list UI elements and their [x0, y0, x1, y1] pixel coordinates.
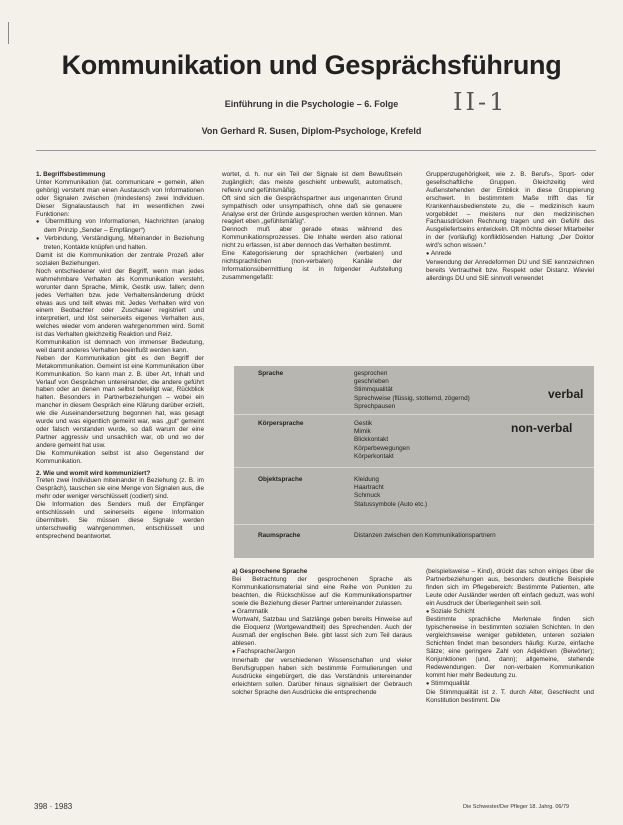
row-item: Körperkontakt: [354, 452, 394, 460]
communication-channels-table: [234, 366, 594, 558]
row-items: [354, 370, 470, 411]
journal-citation: Die Schwester/Der Pfleger 18. Jahrg. 06/79: [463, 804, 570, 810]
paragraph: Eine Kategorisierung der sprachlichen (verbalen) und nichtsprachlichen (non-verbalen) Kanäle der Informationsübermittlung ist in folgender Aufstellung zusammengefaßt:: [222, 250, 402, 281]
row-item: Körperbewegungen: [354, 444, 410, 452]
paragraph: Neben der Kommunikation gibt es den Begriff der Metakommunikation. Gemeint ist eine Kommunikation über Kommunikation. So kann man z. B. über Art, Inhalt und Verlauf von Gesprächen untereinander, die andere geführt haben oder an denen man selbst beteiligt war, Rückblick halten. Besonders in Partnerbeziehungen – wobei ein mancher in diesem Gespräch eine Klärung darüber erzielt, wie die Auseinandersetzung begonnen hat, was gesagt wurde und was eigentlich gemeint war, was „gut“ gemeint oder falsch verstanden wurde, so daß warum der eine Partner aggressiv und unsachlich war, ob und wo der andere gemeint hat usw.: [36, 354, 204, 449]
row-item: Stimmqualität: [354, 386, 393, 394]
row-label: Sprache: [258, 370, 284, 377]
bullet-item: ● Anrede: [426, 250, 594, 259]
page-number: 398 · 1983: [34, 802, 73, 811]
row-item: Mimik: [354, 428, 371, 436]
column-2-top: [222, 171, 402, 282]
bullet-item: ● Stimmqualität: [426, 680, 594, 689]
row-label: Objektsprache: [258, 476, 303, 483]
paragraph: Innerhalb der verschiedenen Wissenschaften und vieler Berufsgruppen haben sich bestimmte Formulierungen und Ausdrücke eingebürgert, die das Verständnis untereinander erleichtern sollen. Darüber hinaus signalisiert der Gebrauch solcher Sprache den Ausdrücke die entsprechende: [232, 656, 412, 696]
section-heading-1: 1. Begriffsbestimmung: [36, 171, 106, 178]
author-byline: Von Gerhard R. Susen, Diplom-Psychologe, Krefeld: [201, 126, 422, 136]
nonverbal-label: non-verbal: [511, 421, 573, 435]
paragraph: Damit ist die Kommunikation der zentrale Prozeß aller sozialen Beziehungen.: [36, 252, 204, 267]
paragraph: Unter Kommunikation (lat. communicare = gemein, allen gehörig) versteht man einen Austausch von Informationen oder Signalen zwischen (mindestens) zwei Individuen. Dieser Signalaustausch hat im wesentlichen zwei Funktionen:: [36, 178, 204, 218]
paragraph: Treten zwei Individuen miteinander in Beziehung (z. B. im Gespräch), tauschen sie eine Menge von Signalen aus, die mehr oder weniger verschlüsselt (codiert) sind.: [36, 477, 204, 501]
paragraph: Verwendung der Anredeformen DU und SIE kennzeichnen bereits Vertrautheit bzw. Respekt oder Distanz. Wieviel allerdings DU und SIE sinnvoll verwendet: [426, 258, 594, 282]
paragraph: Bei Betrachtung der gesprochenen Sprache als Kommunikationsmaterial sind eine Reihe von Punkten zu beachten, die Rückschlüsse auf die Kommunikationspartner sowie die Beziehung dieser Partner untereinander zulassen.: [232, 575, 412, 607]
article-title: Kommunikation und Gesprächsführung: [61, 50, 562, 80]
row-item: Sprechweise (flüssig, stotternd, zögernd): [354, 394, 470, 402]
row-items: [354, 532, 544, 540]
margin-mark: [8, 22, 9, 44]
paragraph: Noch entschiedener wird der Begriff, wenn man jedes wahrnehmbare Verhalten als Kommunikation versteht, worunter dann Sprache, Mimik, Gestik usw. fallen; denn jedes Verhalten bzw. jede Verhaltensänderung drückt etwas aus und teilt etwas mit. Jedes Verhalten wird von einem Beobachter oder Zuschauer registriert und interpretiert, und löst seinerseits eigenes Verhalten aus, welches wieder vom anderen wahrgenommen wird. Somit ist das Verhalten gleichzeitig Reaktion und Reiz.: [36, 267, 204, 339]
verbal-label: verbal: [548, 387, 584, 401]
paragraph: Die Stimmqualität ist z. T. durch Alter, Geschlecht und Konstitution bestimmt. Die: [426, 688, 594, 704]
row-item: Distanzen zwischen den Kommunikationspartnern: [354, 532, 496, 539]
handwritten-note: II-1: [453, 88, 508, 116]
article-subtitle: Einführung in die Psychologie – 6. Folge: [224, 99, 399, 109]
paragraph: Bestimmte sprachliche Merkmale finden sich typischerweise in bestimmten sozialen Schichten. In den vergleichsweise weniger gebildeten, unteren sozialen Schichten findet man besonders häufig: Kurze, einfache Sätze; eine geringere Zahl von Adjektiven (Beiwörter); Konjunktionen (und, dann); allgemeine, stehende Redewendungen. Der non-verbalen Kommunikation kommt hier mehr Bedeutung zu.: [426, 616, 594, 679]
bullet-item: ● Soziale Schicht: [426, 608, 594, 617]
paragraph: Oft sind sich die Gesprächspartner aus ungenannten Grund sympathisch oder unsympathisch, ohne daß sie genauere Analyse erst der Gründe ausgesprochen werden können. Man reagiert eben „gefühlsmäßig“.: [222, 194, 402, 226]
table-divider: [234, 467, 594, 468]
bullet-item: ● Grammatik: [232, 608, 412, 617]
paragraph: Dennoch muß aber gerade etwas während des Kommunikationsprozesses. Die Inhalte werden also rational nicht zu erfassen, ist aber dennoch das Verhalten bestimmt.: [222, 226, 402, 250]
subsection-heading: a) Gesprochene Sprache: [232, 568, 308, 575]
row-label: Raumsprache: [258, 532, 301, 539]
paragraph: Die Kommunikation selbst ist also Gegenstand der Kommunikation.: [36, 449, 204, 465]
row-item: geschrieben: [354, 378, 389, 386]
row-label: Körpersprache: [258, 420, 304, 427]
column-2-bottom: [232, 568, 412, 697]
paragraph: wortet, d. h. nur ein Teil der Signale ist dem Bewußtsein zugänglich; das meiste geschieht unbewußt, automatisch, reflexiv und gefühlsmäßig.: [222, 171, 402, 194]
row-item: Kleidung: [354, 476, 379, 483]
row-item: Haartracht: [354, 484, 384, 492]
header-rule: [36, 150, 596, 151]
row-item: Statussymbole (Auto etc.): [354, 500, 428, 508]
paragraph: Die Information des Senders muß der Empfänger entschlüsseln und seinerseits eigene Information übermitteln. Sie müssen diese Signale werden unterschwellig wahrgenommen, entschlüsselt und entsprechend beantwortet.: [36, 501, 204, 540]
row-item: gesprochen: [354, 370, 388, 377]
row-items: [354, 420, 410, 461]
column-3-bottom: [426, 568, 594, 704]
row-item: Schmuck: [354, 492, 381, 500]
paragraph: Wortwahl, Satzbau und Satzlänge geben bereits Hinweise auf die Eloquenz (Wortgewandtheit) des Sprechenden. Auch der Ausmaß der englischen Bele. gibt lasst sich zum Teil daraus ablesen.: [232, 616, 412, 648]
column-3-top: [426, 171, 594, 283]
bullet-item: ● Fachsprache/Jargon: [232, 648, 412, 657]
bullet-item: ● Verbindung, Verständigung, Miteinander in Beziehung treten, Kontakte knüpfen und halten.: [36, 235, 204, 252]
column-1: [36, 171, 204, 541]
row-item: Sprechpausen: [354, 402, 396, 410]
paragraph: (beispielsweise – Kind), drückt das schon einiges über die Partnerbeziehungen aus, besonders deutliche Beispiele finden sich im Pflegebereich: Bestimmte Patienten, alte Leute oder Ausländer werden oft einfach geduzt, was wohl ein Ausdruck der Überlegenheit sein soll.: [426, 568, 594, 607]
paragraph: Gruppenzugehörigkeit, wie z. B. Berufs-, Sport- oder gesellschaftliche Gruppen. Gleichzeitig wird Außenstehenden der Einblick in diese Gruppierung erschwert. In bestimmtem Maße trifft das für Krankenhausbedienstete zu, die – medizinisch kaum vorgebildet – meistens nur den medizinischen Fachausdrücken Rechnung tragen und ein Gefühl des Ausgeliefertseins entwickeln. Oft möchte dieser Mitarbeiter in der (vorläufig) konfliktlösenden Haltung: „Der Doktor wird's schon wissen.“: [426, 171, 594, 250]
row-items: [354, 476, 427, 509]
row-item: Gestik: [354, 420, 373, 427]
row-item: Blickkontakt: [354, 436, 389, 444]
bullet-item: ● Übermittlung von Informationen, Nachrichten (analog dem Prinzip „Sender – Empfänger“): [36, 218, 204, 235]
table-divider: [234, 524, 594, 525]
table-divider: [234, 414, 594, 415]
section-heading-2: 2. Wie und womit wird kommuniziert?: [36, 469, 151, 477]
paragraph: Kommunikation ist demnach von immenser Bedeutung, weil damit anderes Verhalten beeinflußt werden kann.: [36, 339, 204, 354]
